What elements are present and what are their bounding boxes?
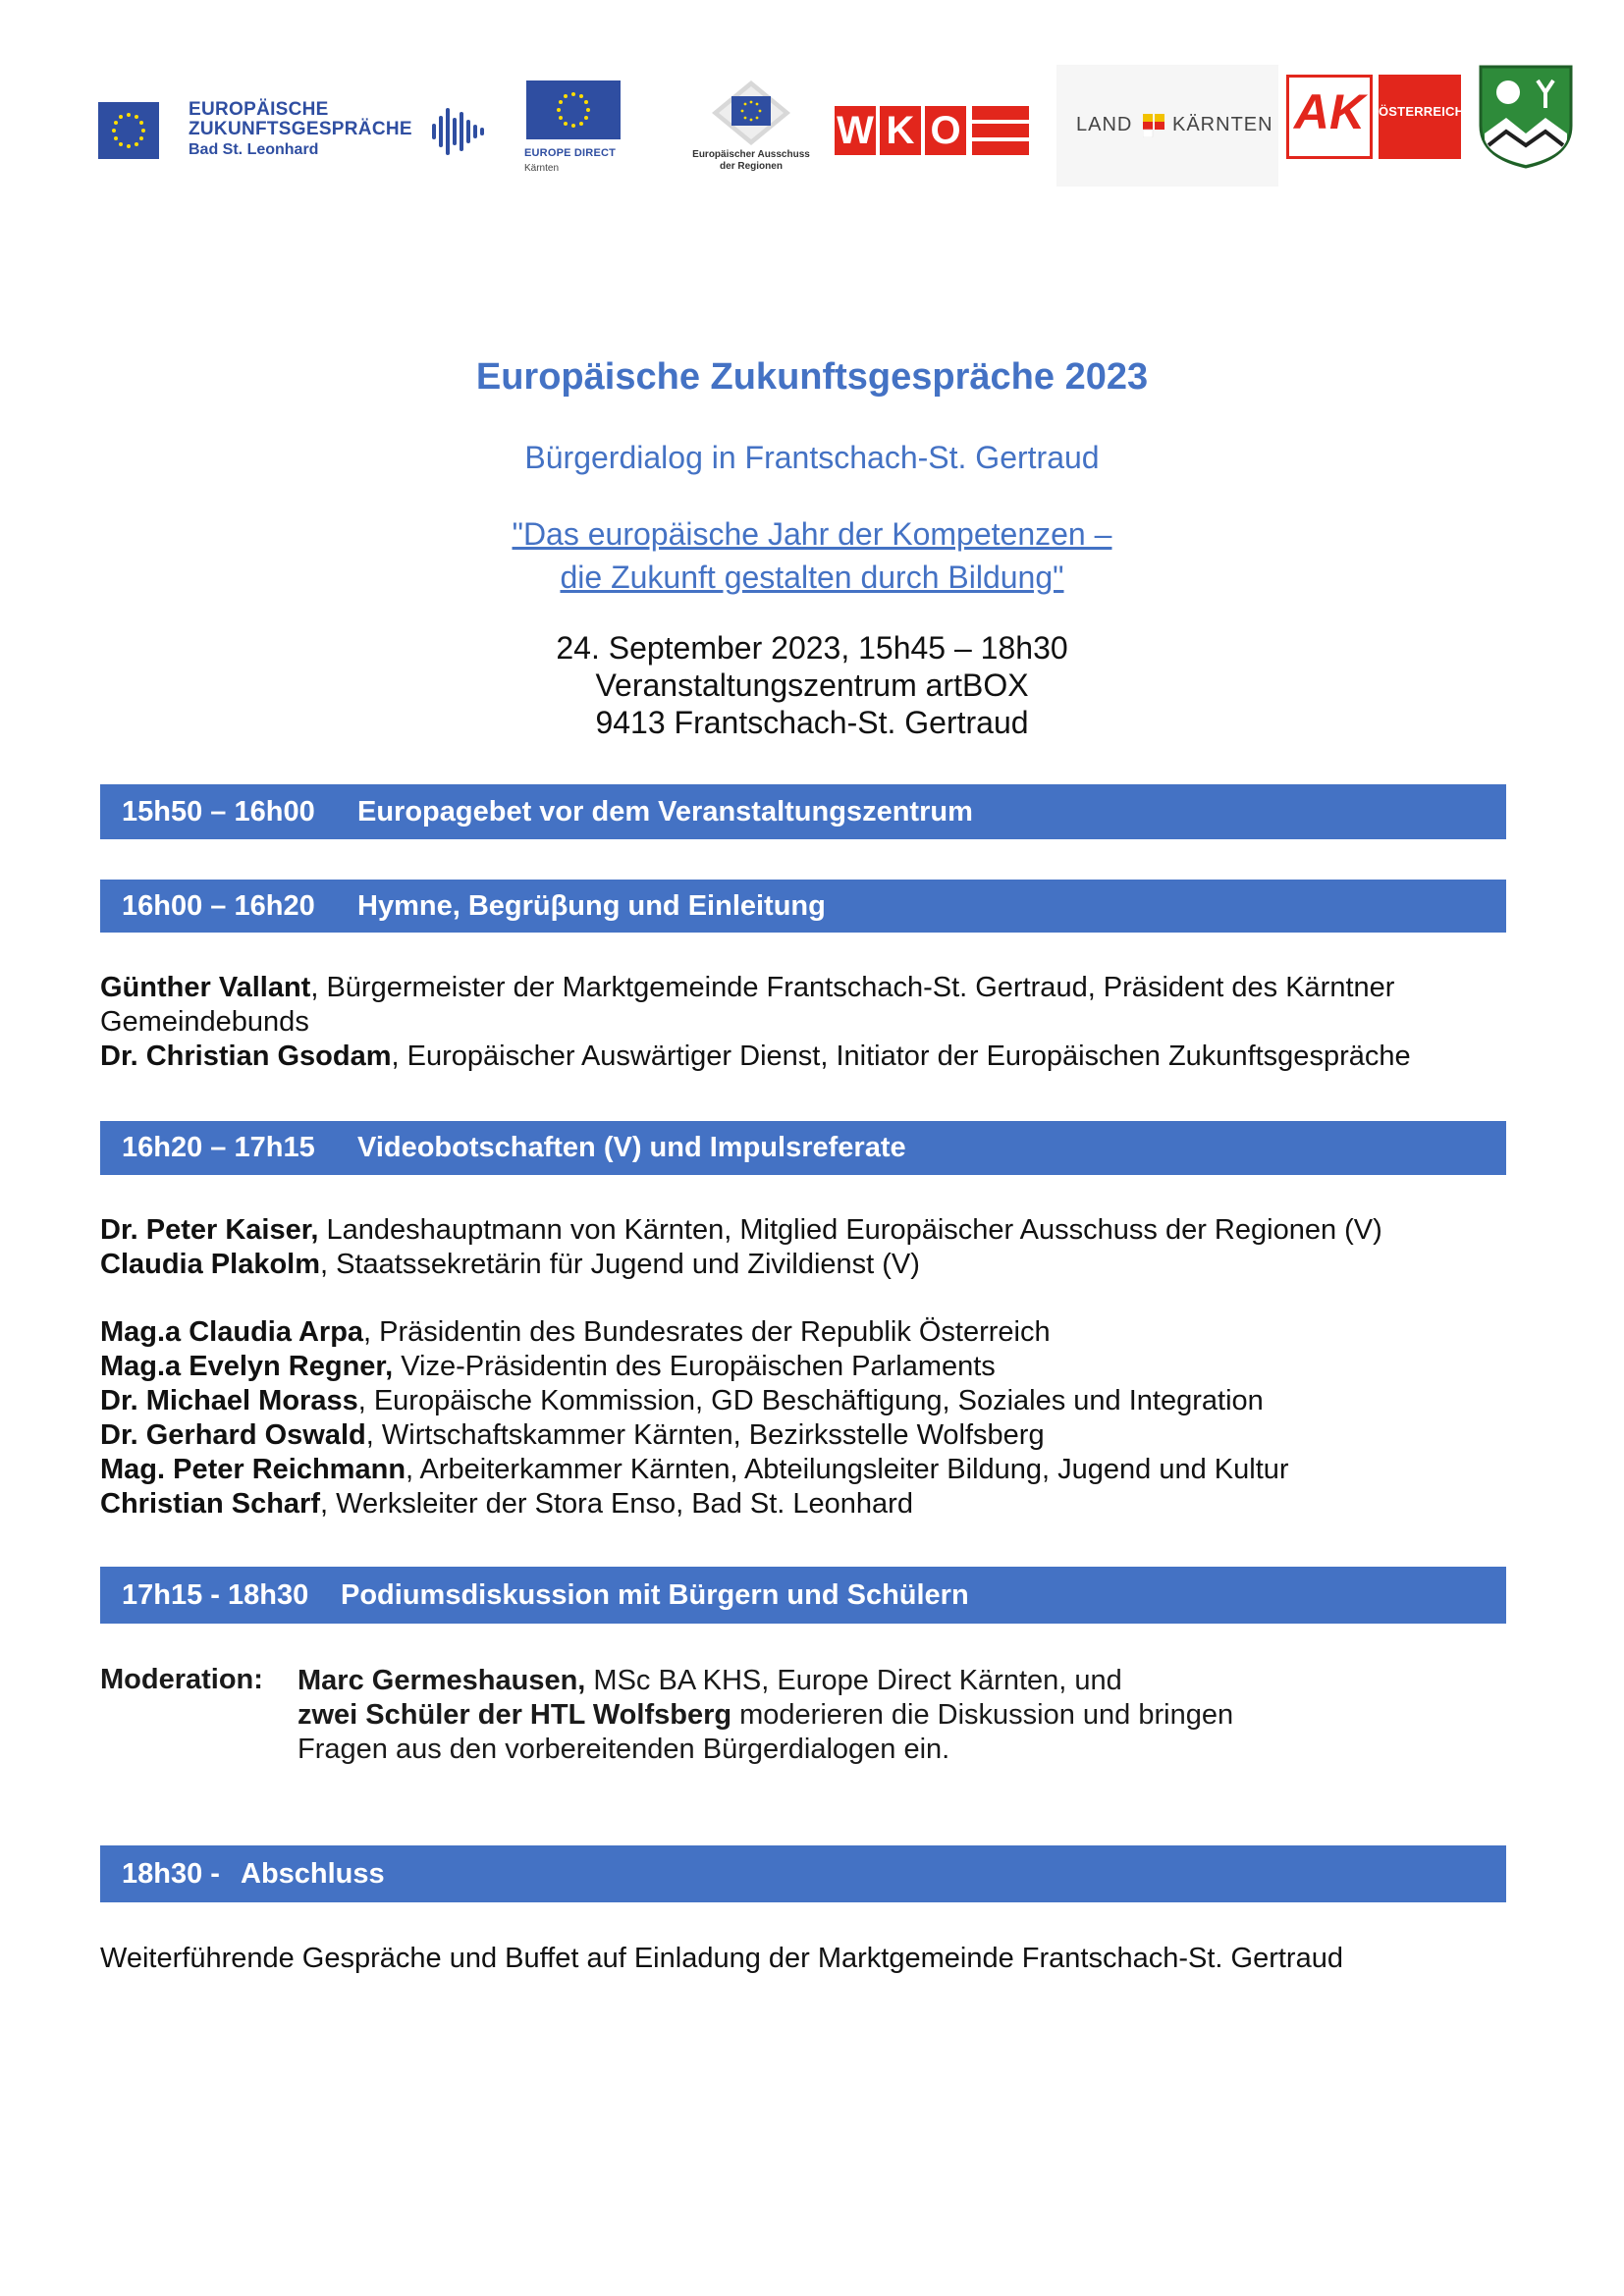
wko-letter-o: O <box>925 106 966 155</box>
moderator-role: MSc BA KHS, Europe Direct Kärnten, und <box>585 1665 1122 1696</box>
closing-text: Weiterführende Gespräche und Buffet auf Einladung der Marktgemeinde Frantschach-St. Gertraud <box>100 1943 1343 1974</box>
eu-flag-icon <box>526 80 621 139</box>
agenda-bar <box>100 1845 1506 1902</box>
speaker-entry <box>100 1040 1514 1074</box>
wko-logo <box>835 106 1031 157</box>
speaker-role: , Europäische Kommission, GD Beschäftigung, Soziales und Integration <box>357 1385 1264 1416</box>
event-venue: Veranstaltungszentrum artBOX <box>595 667 1029 703</box>
wko-stripe <box>972 106 1029 120</box>
europe-direct-region: Kärnten <box>524 163 560 174</box>
ezg-logo <box>98 98 491 167</box>
agenda-label: Europagebet vor dem Veranstaltungszentrum <box>357 796 973 828</box>
speaker-name: Mag.a Evelyn Regner, <box>100 1351 394 1382</box>
ezg-subtitle: Bad St. Leonhard <box>189 141 319 158</box>
agenda-time: 18h30 - <box>122 1858 220 1890</box>
speaker-entry <box>100 1418 1514 1453</box>
event-theme <box>0 512 1624 599</box>
speaker-name: Dr. Christian Gsodam <box>100 1041 392 1072</box>
speaker-role: , Bürgermeister der Marktgemeinde Frantschach-St. Gertraud, Präsident des Kärntner Gemeindebunds <box>100 972 1395 1038</box>
speaker-entry <box>100 1350 1514 1384</box>
event-address: 9413 Frantschach-St. Gertraud <box>595 705 1029 740</box>
speaker-role: , Arbeiterkammer Kärnten, Abteilungsleiter Bildung, Jugend und Kultur <box>406 1454 1289 1485</box>
agenda-time: 16h20 – 17h15 <box>122 1132 315 1163</box>
ezg-title: EUROPÄISCHE ZUKUNFTSGESPRÄCHE <box>189 99 412 139</box>
moderator-students: zwei Schüler der HTL Wolfsberg <box>298 1699 732 1731</box>
municipal-crest-icon <box>1477 63 1575 169</box>
speaker-entry <box>100 1453 1514 1487</box>
speaker-name: Mag.a Claudia Arpa <box>100 1316 364 1348</box>
page-subtitle: Bürgerdialog in Frantschach-St. Gertraud <box>524 440 1100 475</box>
ak-logo <box>1286 75 1465 159</box>
europe-direct-name: EUROPE DIRECT <box>524 147 617 159</box>
ak-oesterreich-block: ÖSTERREICH <box>1379 75 1461 159</box>
wko-letter-k: K <box>880 106 921 155</box>
speaker-name: Dr. Gerhard Oswald <box>100 1419 366 1451</box>
agenda-label: Abschluss <box>241 1858 385 1890</box>
agenda-time: 16h00 – 16h20 <box>122 890 315 922</box>
speaker-name: Dr. Peter Kaiser, <box>100 1214 319 1246</box>
speaker-entry <box>100 1487 1514 1522</box>
speaker-entry <box>100 1248 1514 1282</box>
agenda-bar <box>100 1121 1506 1175</box>
cor-name: Europäischer Ausschuss der Regionen <box>692 149 810 172</box>
speaker-role: Landeshauptmann von Kärnten, Mitglied Europäischer Ausschuss der Regionen (V) <box>318 1214 1382 1246</box>
ak-mark: AK <box>1286 75 1373 159</box>
agenda-time: 17h15 - 18h30 <box>122 1579 309 1611</box>
speaker-role: , Präsidentin des Bundesrates der Republik Österreich <box>363 1316 1051 1348</box>
speaker-name: Mag. Peter Reichmann <box>100 1454 406 1485</box>
event-date: 24. September 2023, 15h45 – 18h30 <box>556 630 1068 666</box>
land-text: LAND <box>1076 114 1133 135</box>
cor-logo <box>677 79 825 177</box>
moderator-task: moderieren die Diskussion und bringen <box>731 1699 1234 1731</box>
agenda-bar <box>100 1567 1506 1624</box>
moderator-task-cont: Fragen aus den vorbereitenden Bürgerdialogen ein. <box>298 1734 950 1765</box>
speaker-entry <box>100 1315 1514 1350</box>
speaker-role: , Europäischer Auswärtiger Dienst, Initiator der Europäischen Zukunftsgespräche <box>391 1041 1411 1072</box>
wko-stripe <box>972 141 1029 155</box>
cor-emblem-icon <box>677 79 825 147</box>
speaker-name: Christian Scharf <box>100 1488 320 1520</box>
speaker-entry <box>100 971 1514 1040</box>
speaker-role: , Werksleiter der Stora Enso, Bad St. Leonhard <box>320 1488 913 1520</box>
eu-flag-icon <box>98 102 159 159</box>
sound-wave-icon <box>432 106 487 157</box>
kaernten-text: KÄRNTEN <box>1172 114 1273 135</box>
agenda-label: Hymne, Begrüβung und Einleitung <box>357 890 826 922</box>
page-title: Europäische Zukunftsgespräche 2023 <box>475 356 1149 398</box>
speaker-entry <box>100 1384 1514 1418</box>
kaernten-flag-icon <box>1143 114 1164 137</box>
speaker-name: Günther Vallant <box>100 972 311 1003</box>
event-info <box>0 629 1624 741</box>
agenda-bar <box>100 880 1506 933</box>
wko-letter-w: W <box>835 106 876 155</box>
speaker-name: Claudia Plakolm <box>100 1249 321 1280</box>
speaker-role: , Wirtschaftskammer Kärnten, Bezirksstelle Wolfsberg <box>365 1419 1045 1451</box>
speaker-list <box>100 971 1514 1074</box>
moderation-label: Moderation: <box>100 1664 263 1695</box>
speaker-name: Dr. Michael Morass <box>100 1385 358 1416</box>
speaker-entry <box>100 1213 1514 1248</box>
theme-line: "Das europäische Jahr der Kompetenzen – <box>512 516 1112 552</box>
speaker-role: , Staatssekretärin für Jugend und Zivildienst (V) <box>320 1249 920 1280</box>
speaker-list <box>100 1315 1514 1522</box>
theme-line: die Zukunft gestalten durch Bildung" <box>560 560 1064 595</box>
wko-stripe <box>972 124 1029 137</box>
speaker-list <box>100 1213 1514 1282</box>
moderator-name: Marc Germeshausen, <box>298 1665 586 1696</box>
agenda-label: Podiumsdiskussion mit Bürgern und Schülern <box>341 1579 969 1611</box>
moderation-text <box>298 1664 1515 1767</box>
agenda-time: 15h50 – 16h00 <box>122 796 315 828</box>
europe-direct-logo <box>524 80 623 174</box>
speaker-role: Vize-Präsidentin des Europäischen Parlaments <box>393 1351 996 1382</box>
land-kaernten-logo <box>1056 65 1278 187</box>
agenda-label: Videobotschaften (V) und Impulsreferate <box>357 1132 906 1163</box>
agenda-bar <box>100 784 1506 839</box>
